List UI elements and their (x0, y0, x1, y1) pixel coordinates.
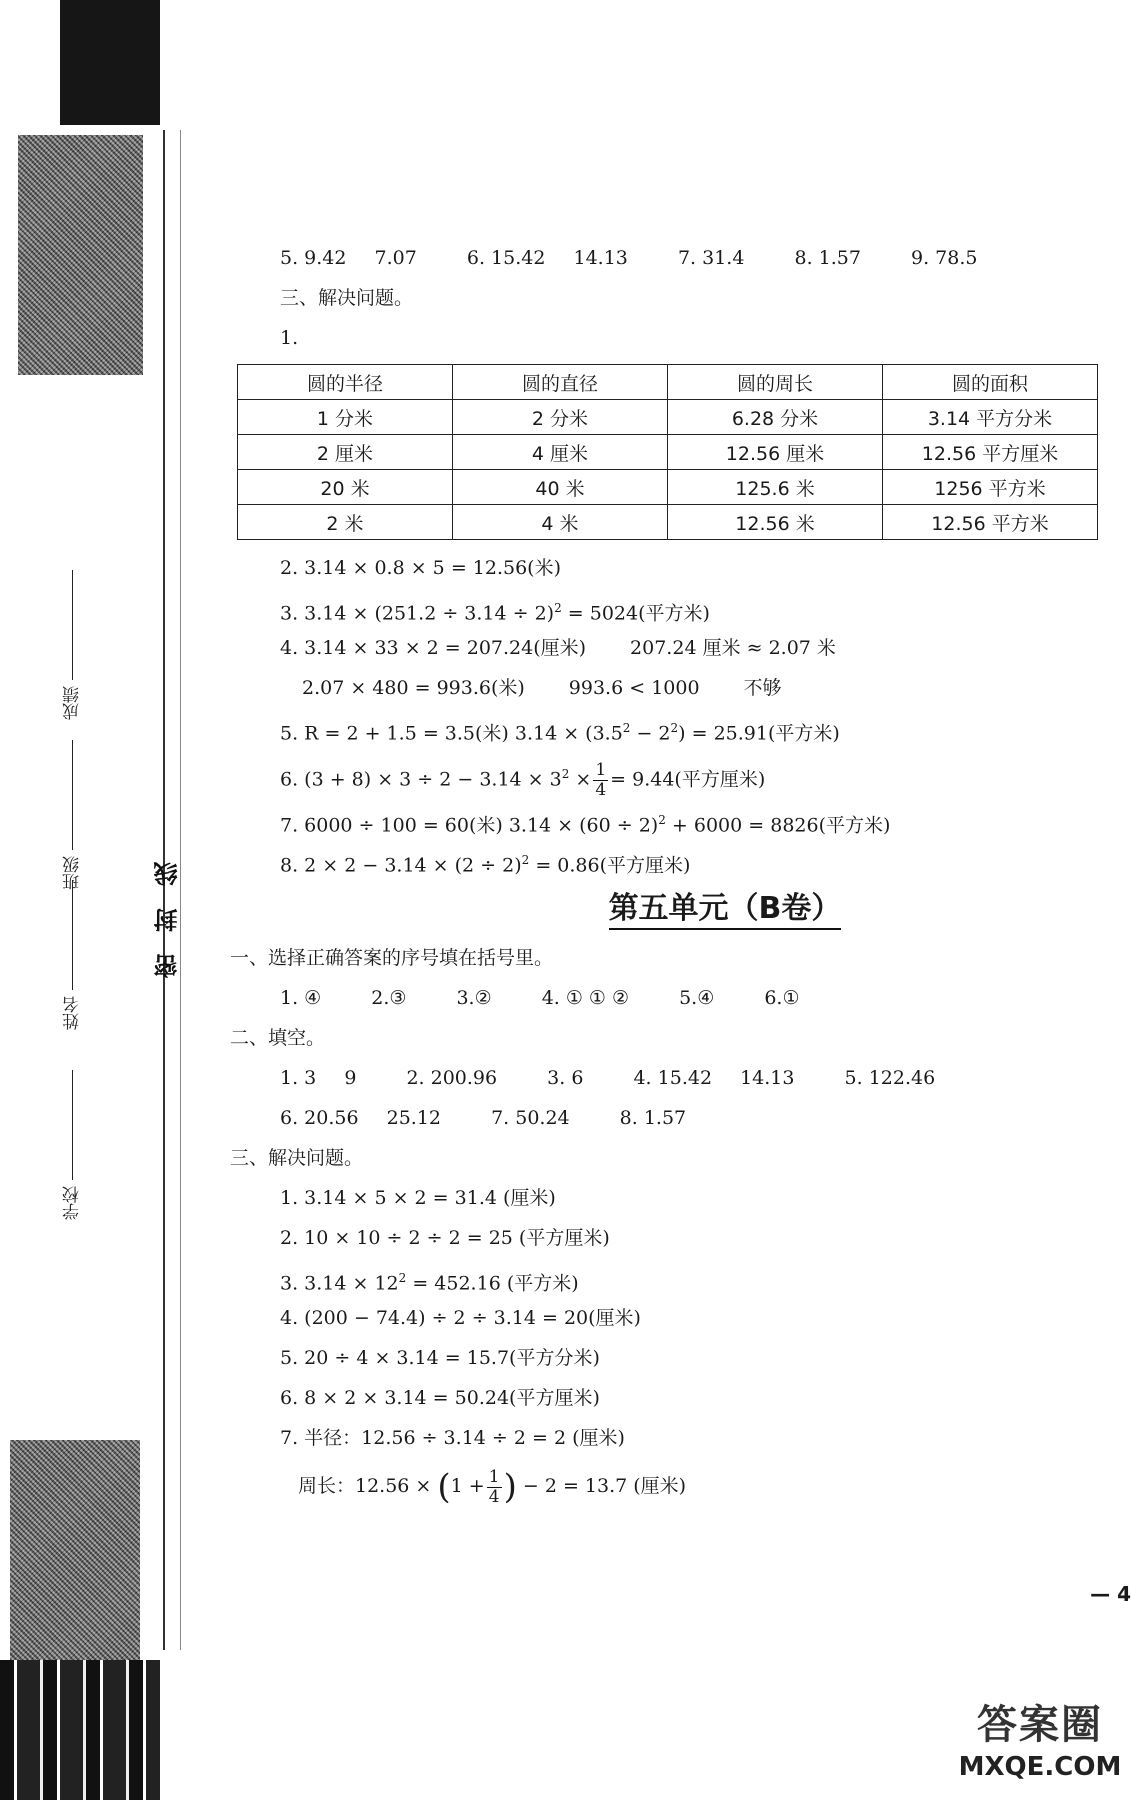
circle-table (237, 364, 1098, 540)
table-cell: 1256 平方米 (883, 470, 1098, 505)
answer-b-q1: 1. 3.14 × 5 × 2 = 31.4 (厘米) (280, 1187, 556, 1209)
binding-scan-bars (0, 1660, 160, 1800)
table-cell: 4 米 (453, 505, 668, 540)
expr: − 2 (630, 722, 671, 745)
expr: = 0.86(平方厘米) (529, 854, 691, 877)
section-heading: 一、选择正确答案的序号填在括号里。 (230, 947, 554, 969)
answer-item: 3.② (456, 987, 492, 1009)
answer-b-q3 (230, 1258, 1110, 1298)
table-cell: 1 分米 (238, 400, 453, 435)
table-header-cell: 圆的半径 (238, 365, 453, 400)
answer-b-q7-perimeter (230, 1458, 1110, 1514)
answer-content (230, 238, 1110, 1514)
answer-b-q4: 4. (200 − 74.4) ÷ 2 ÷ 3.14 = 20(厘米) (280, 1307, 641, 1329)
exponent: 2 (554, 601, 562, 615)
seal-line-label: 密封线 (154, 840, 182, 978)
answer-item: 1. ④ (280, 987, 322, 1009)
expr: 1 + (450, 1475, 485, 1497)
expr: 6. (3 + 8) × 3 ÷ 2 − 3.14 × 3 (280, 768, 562, 791)
answer-item: 2.③ (371, 987, 407, 1009)
answer-q3 (230, 588, 1110, 628)
table-row (238, 400, 1098, 435)
exponent: 2 (622, 721, 631, 735)
exponent: 2 (658, 813, 666, 827)
answer-item: 5.④ (679, 987, 715, 1009)
denominator: 4 (488, 1486, 500, 1507)
page-number: — 4 (1090, 1582, 1131, 1606)
answer-b-q5: 5. 20 ÷ 4 × 3.14 = 15.7(平方分米) (280, 1347, 600, 1369)
top-answers-line (230, 238, 1110, 278)
binding-scan-noise-top (18, 135, 143, 375)
expr: 5. R = 2 + 1.5 = 3.5(米) 3.14 × (3.5 (280, 722, 623, 745)
expr: 3. 3.14 × 12 (280, 1272, 399, 1295)
answer-q2: 2. 3.14 × 0.8 × 5 = 12.56(米) (280, 557, 561, 579)
denominator: 4 (595, 779, 607, 800)
class-field: 班级 (60, 740, 94, 890)
expr: 周长：12.56 × (298, 1475, 432, 1497)
answer-item: 9. 78.5 (911, 247, 978, 269)
answer-q7 (230, 800, 1110, 840)
expr: 不够 (743, 677, 782, 699)
table-cell: 12.56 平方厘米 (883, 435, 1098, 470)
table-header-cell: 圆的直径 (453, 365, 668, 400)
expr: 3. 3.14 × (251.2 ÷ 3.14 ÷ 2) (280, 602, 555, 625)
answer-item: 6. 15.42 (466, 247, 546, 269)
answer-item: 2. 200.96 (406, 1067, 498, 1089)
table-cell: 125.6 米 (668, 470, 883, 505)
table-cell: 2 米 (238, 505, 453, 540)
answer-item: 6. 20.56 (280, 1107, 359, 1129)
answer-b-q2: 2. 10 × 10 ÷ 2 ÷ 2 = 25 (平方厘米) (280, 1227, 610, 1249)
expr: 207.24 厘米 ≈ 2.07 米 (630, 637, 836, 659)
question-label: 1. (280, 327, 299, 349)
expr: = 5024(平方米) (561, 602, 710, 625)
expr: 7. 6000 ÷ 100 = 60(米) 3.14 × (60 ÷ 2) (280, 814, 659, 837)
answer-item: 4. ① ① ② (541, 987, 630, 1009)
answer-item: 7. 50.24 (491, 1107, 570, 1129)
answer-b-q6: 6. 8 × 2 × 3.14 = 50.24(平方厘米) (280, 1387, 600, 1409)
binding-black-block (60, 0, 160, 125)
fill-answers-line2 (230, 1098, 1110, 1138)
table-header-cell: 圆的周长 (668, 365, 883, 400)
expr: × (569, 768, 592, 791)
table-cell: 6.28 分米 (668, 400, 883, 435)
table-cell: 12.56 平方米 (883, 505, 1098, 540)
answer-q6 (230, 748, 1110, 800)
school-field: 学校 (60, 1070, 94, 1220)
answer-q5 (230, 708, 1110, 748)
exponent: 2 (398, 1271, 407, 1285)
table-header-cell: 圆的面积 (883, 365, 1098, 400)
expr: ) = 25.91(平方米) (678, 722, 840, 745)
table-cell: 12.56 厘米 (668, 435, 883, 470)
section-heading: 二、填空。 (230, 1027, 326, 1049)
answer-item: 14.13 (573, 247, 628, 269)
paren: ( (437, 1467, 451, 1507)
numerator: 1 (488, 1466, 500, 1487)
answer-item: 7.07 (374, 247, 417, 269)
answer-item: 1. 3 (280, 1067, 317, 1089)
unit-title-text: 第五单元（B卷） (609, 891, 842, 930)
answer-item: 7. 31.4 (677, 247, 745, 269)
paren: ) (503, 1467, 517, 1507)
exponent: 2 (521, 853, 530, 867)
fill-answers-line1 (230, 1058, 1110, 1098)
watermark-url: MXQE.COM (958, 1752, 1122, 1782)
answer-item: 14.13 (740, 1067, 795, 1089)
table-row (238, 435, 1098, 470)
watermark-text: 答案圈 (977, 1702, 1103, 1748)
section-heading: 三、解决问题。 (230, 1147, 364, 1169)
answer-item: 5. 122.46 (844, 1067, 936, 1089)
expr: 4. 3.14 × 33 × 2 = 207.24(厘米) (280, 637, 587, 659)
numerator: 1 (595, 759, 607, 780)
table-cell: 2 厘米 (238, 435, 453, 470)
answer-item: 4. 15.42 (633, 1067, 713, 1089)
answer-item: 25.12 (386, 1107, 442, 1129)
expr: 2.07 × 480 = 993.6(米) (302, 677, 525, 699)
expr: 8. 2 × 2 − 3.14 × (2 ÷ 2) (280, 854, 522, 877)
answer-item: 8. 1.57 (794, 247, 861, 269)
unit-title (230, 880, 1110, 938)
answer-q4-line1 (230, 628, 1110, 668)
expr: = 9.44(平方厘米) (610, 768, 766, 791)
answer-item: 3. 6 (547, 1067, 584, 1089)
name-field: 姓名 (60, 880, 94, 1030)
table-row (238, 505, 1098, 540)
answer-item: 9 (344, 1067, 357, 1089)
score-field: 成绩 (60, 570, 94, 720)
answer-q8 (230, 840, 1110, 880)
answer-item: 6.① (764, 987, 800, 1009)
section-heading: 三、解决问题。 (280, 287, 414, 309)
table-header-row (238, 365, 1098, 400)
exponent: 2 (561, 767, 570, 781)
expr: = 452.16 (平方米) (406, 1272, 579, 1295)
expr: 993.6 < 1000 (568, 677, 700, 699)
table-cell: 3.14 平方分米 (883, 400, 1098, 435)
table-cell: 12.56 米 (668, 505, 883, 540)
table-cell: 2 分米 (453, 400, 668, 435)
expr: − 2 = 13.7 (厘米) (516, 1475, 687, 1497)
table-cell: 4 厘米 (453, 435, 668, 470)
table-cell: 40 米 (453, 470, 668, 505)
fraction-one-quarter (593, 761, 608, 800)
table-row (238, 470, 1098, 505)
exponent: 2 (670, 721, 679, 735)
expr: + 6000 = 8826(平方米) (665, 814, 891, 837)
choice-answers-line (230, 978, 1110, 1018)
answer-b-q7-radius: 7. 半径：12.56 ÷ 3.14 ÷ 2 = 2 (厘米) (280, 1427, 625, 1449)
table-cell: 20 米 (238, 470, 453, 505)
watermark-logo (955, 1700, 1125, 1795)
answer-item: 5. 9.42 (280, 247, 347, 269)
fraction-one-quarter (487, 1468, 502, 1507)
answer-item: 8. 1.57 (619, 1107, 687, 1129)
answer-q4-line2 (230, 668, 1110, 708)
